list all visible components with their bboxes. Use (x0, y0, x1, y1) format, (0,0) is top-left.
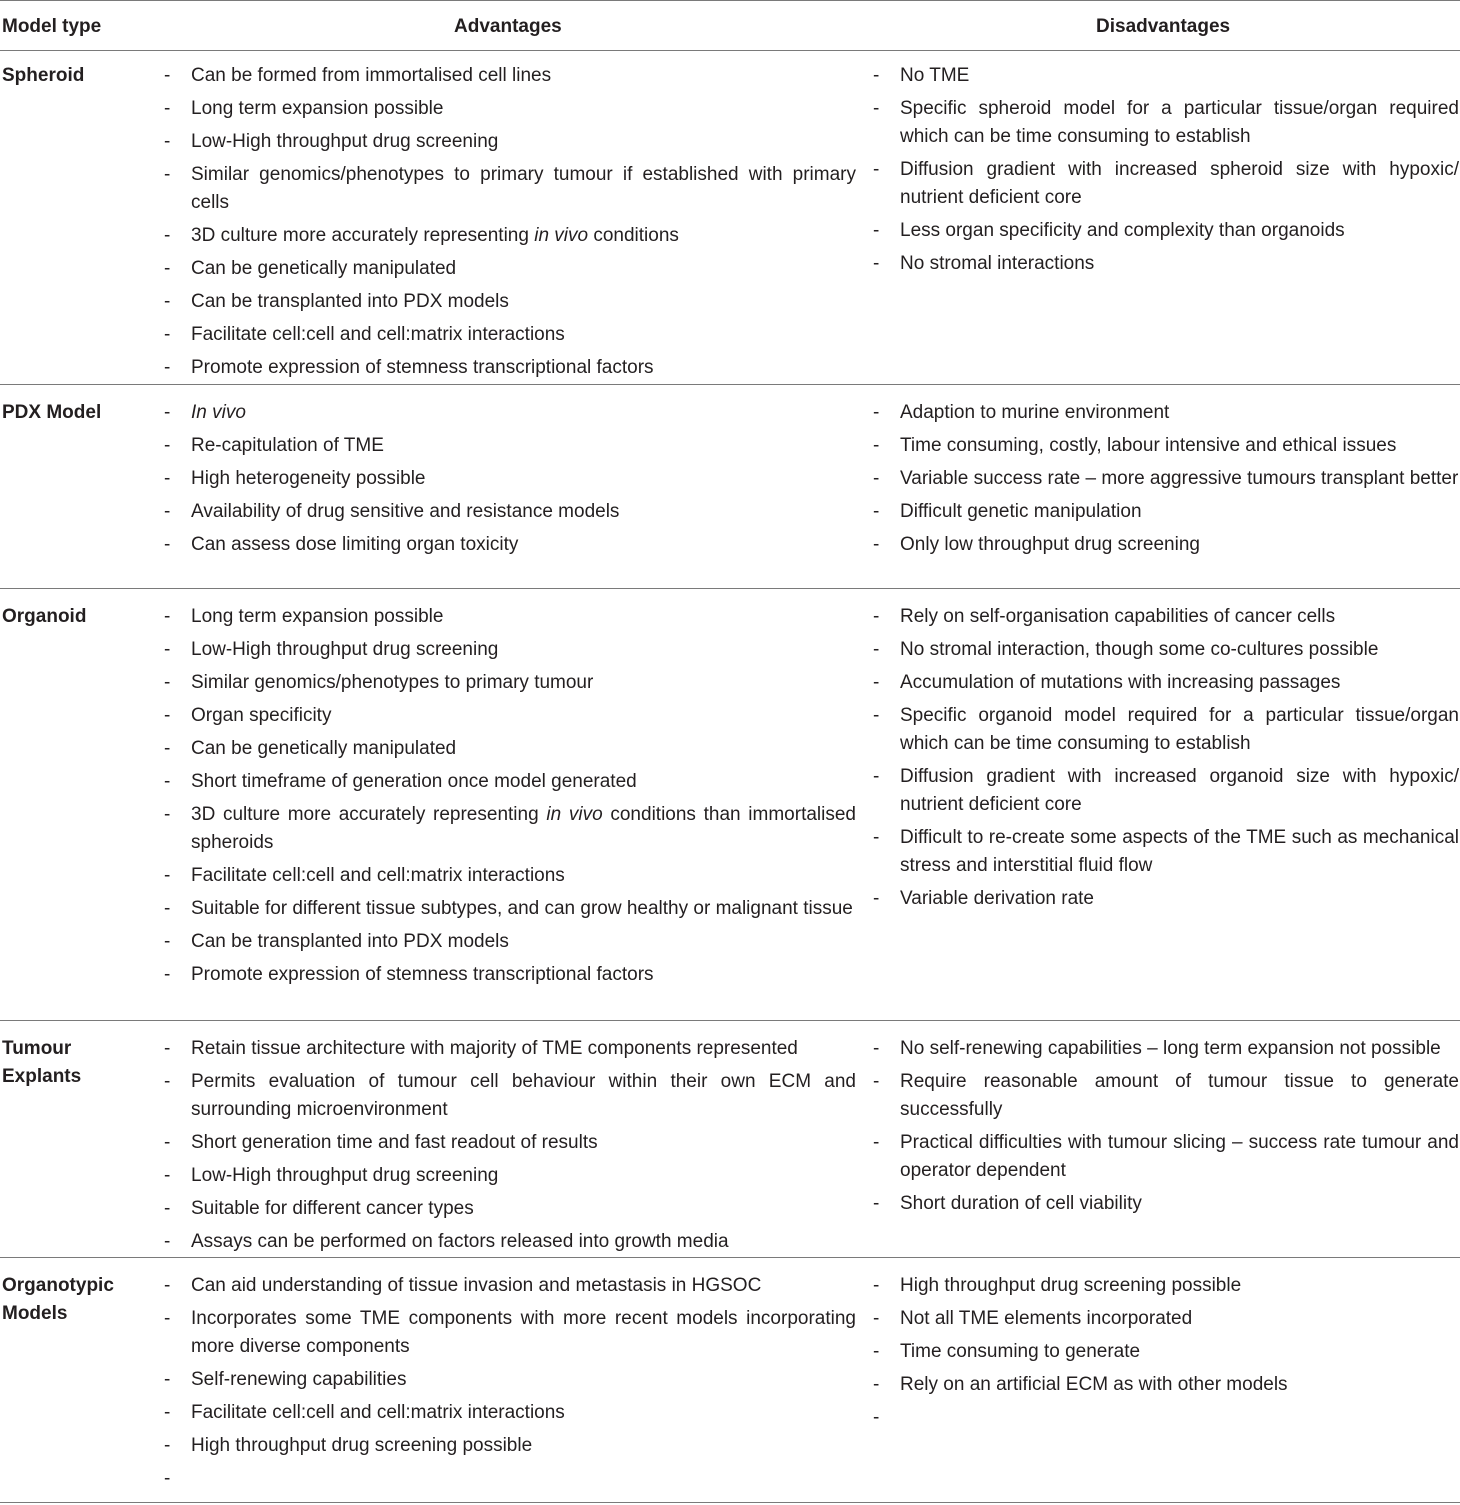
list-item: - Suitable for different cancer types (164, 1198, 474, 1219)
advantages-list (164, 62, 856, 387)
list-item: - Short generation time and fast readout of results (164, 1132, 598, 1153)
advantages-list (164, 1035, 856, 1261)
list-item: - Incorporates some TME components with more recent models incorporating more diverse components (164, 1308, 856, 1357)
disadvantages-list (873, 1272, 1459, 1437)
list-item: - Low-High throughput drug screening (164, 1165, 499, 1186)
list-item: - Rely on self-organisation capabilities of cancer cells (873, 606, 1336, 627)
list-item: - Organ specificity (164, 705, 332, 726)
list-item: - Time consuming to generate (873, 1341, 1141, 1362)
list-item: - Long term expansion possible (164, 606, 444, 627)
list-item: - Low-High throughput drug screening (164, 131, 499, 152)
list-item: - Long term expansion possible (164, 98, 444, 119)
list-item: - Facilitate cell:cell and cell:matrix interactions (164, 1402, 565, 1423)
list-item: - Can be transplanted into PDX models (164, 931, 509, 952)
list-item: - Can be transplanted into PDX models (164, 291, 509, 312)
list-item: - No TME (873, 65, 970, 86)
list-item: - Facilitate cell:cell and cell:matrix interactions (164, 324, 565, 345)
list-item: - High throughput drug screening possible (873, 1275, 1242, 1296)
list-item: - In vivo (164, 402, 246, 423)
row-rule (0, 1257, 1460, 1258)
list-item: - Availability of drug sensitive and resistance models (164, 501, 620, 522)
list-item: - Can aid understanding of tissue invasion and metastasis in HGSOC (164, 1275, 762, 1296)
model-name: Organoid (2, 606, 87, 627)
list-item: - No stromal interaction, though some co-cultures possible (873, 639, 1379, 660)
list-item: - Low-High throughput drug screening (164, 639, 499, 660)
header-disadvantages: Disadvantages (1096, 16, 1231, 37)
list-item: - No stromal interactions (873, 253, 1095, 274)
list-item: - Adaption to murine environment (873, 402, 1170, 423)
model-name: Organotypic Models (2, 1275, 114, 1324)
advantages-list (164, 603, 856, 994)
list-item: - Similar genomics/phenotypes to primary tumour (164, 672, 594, 693)
header-advantages: Advantages (454, 16, 562, 37)
list-item: - 3D culture more accurately representing in vivo conditions than immortalised spheroids (164, 804, 857, 853)
advantages-list (164, 1272, 856, 1498)
list-item: - Accumulation of mutations with increasing passages (873, 672, 1341, 693)
disadvantages-list (873, 1035, 1459, 1223)
model-name: Spheroid (2, 65, 85, 86)
list-item: - Promote expression of stemness transcriptional factors (164, 357, 654, 378)
list-item: - Less organ specificity and complexity than organoids (873, 220, 1345, 241)
row-rule (0, 384, 1460, 385)
list-item: - Diffusion gradient with increased organoid size with hypoxic/ nutrient deficient core (873, 766, 1459, 815)
list-item: - Retain tissue architecture with majority of TME components represented (164, 1038, 798, 1059)
list-item: - Not all TME elements incorporated (873, 1308, 1193, 1329)
list-item: - Re-capitulation of TME (164, 435, 384, 456)
list-item: - Variable derivation rate (873, 888, 1094, 909)
list-item: - Assays can be performed on factors released into growth media (164, 1231, 729, 1252)
disadvantages-list (873, 399, 1459, 564)
list-item: - Variable success rate – more aggressive tumours transplant better (873, 468, 1459, 489)
list-item: - Self-renewing capabilities (164, 1369, 407, 1390)
list-item: - Promote expression of stemness transcriptional factors (164, 964, 654, 985)
list-item: - High heterogeneity possible (164, 468, 426, 489)
list-item: - Time consuming, costly, labour intensive and ethical issues (873, 435, 1397, 456)
list-item: - Diffusion gradient with increased spheroid size with hypoxic/ nutrient deficient core (873, 159, 1459, 208)
disadvantages-list (873, 62, 1459, 283)
list-item: - Can assess dose limiting organ toxicity (164, 534, 519, 555)
header-rule (0, 50, 1460, 51)
list-item: - No self-renewing capabilities – long term expansion not possible (873, 1038, 1441, 1059)
list-item: - Specific spheroid model for a particular tissue/organ required which can be time consuming to establish (873, 98, 1459, 147)
header-model-type: Model type (2, 16, 102, 37)
list-item: - Can be genetically manipulated (164, 738, 457, 759)
list-item: - Require reasonable amount of tumour tissue to generate successfully (873, 1071, 1459, 1120)
list-item: - (164, 1468, 171, 1489)
list-item: - Similar genomics/phenotypes to primary tumour if established with primary cells (164, 164, 856, 213)
model-name: PDX Model (2, 402, 102, 423)
list-item: - Permits evaluation of tumour cell behaviour within their own ECM and surrounding microenvironment (164, 1071, 856, 1120)
list-item: - High throughput drug screening possible (164, 1435, 533, 1456)
list-item: - Difficult genetic manipulation (873, 501, 1142, 522)
list-item: - Difficult to re-create some aspects of the TME such as mechanical stress and interstitial fluid flow (873, 827, 1459, 876)
list-item: - Specific organoid model required for a particular tissue/organ which can be time consuming to establish (873, 705, 1459, 754)
row-rule (0, 588, 1460, 589)
list-item: - 3D culture more accurately representing in vivo conditions (164, 225, 679, 246)
list-item: - Rely on an artificial ECM as with other models (873, 1374, 1288, 1395)
list-item: - Facilitate cell:cell and cell:matrix interactions (164, 865, 565, 886)
list-item: - Practical difficulties with tumour slicing – success rate tumour and operator dependent (873, 1132, 1459, 1181)
advantages-list (164, 399, 856, 564)
list-item: - Short timeframe of generation once model generated (164, 771, 637, 792)
list-item: - Can be formed from immortalised cell lines (164, 65, 552, 86)
list-item: - Can be genetically manipulated (164, 258, 457, 279)
list-item: - Suitable for different tissue subtypes, and can grow healthy or malignant tissue (164, 898, 853, 919)
list-item: - (873, 1407, 880, 1428)
disadvantages-list (873, 603, 1459, 918)
list-item: - Short duration of cell viability (873, 1193, 1142, 1214)
list-item: - Only low throughput drug screening (873, 534, 1200, 555)
row-rule (0, 1020, 1460, 1021)
table-top-rule (0, 0, 1460, 1)
table-bottom-rule (0, 1502, 1460, 1503)
model-name: Tumour Explants (2, 1038, 82, 1087)
